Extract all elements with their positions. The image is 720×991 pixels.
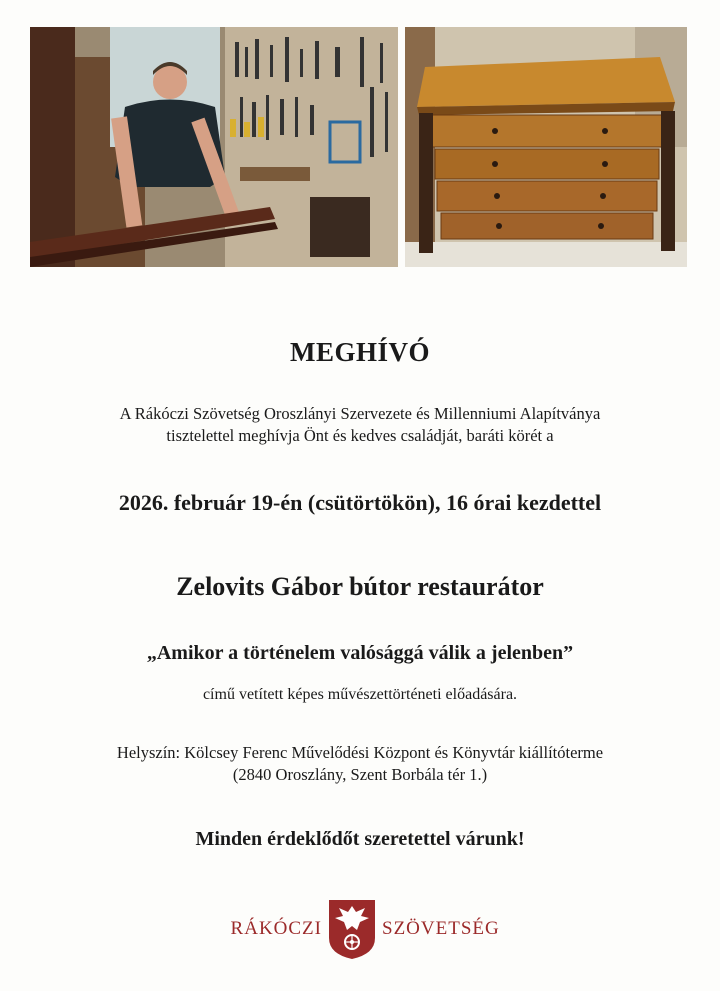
- logo-word-left: RÁKÓCZI: [230, 918, 322, 939]
- rakoczi-szovetseg-logo: [0, 898, 720, 960]
- invitation-title: MEGHÍVÓ: [289, 337, 430, 367]
- lecture-subtitle: című vetített képes művészettörténeti előadására.: [202, 686, 518, 703]
- eagle-crest-icon: [327, 898, 377, 960]
- intro-line-2: tisztelettel meghívja Önt és kedves családját, baráti körét a: [166, 426, 554, 445]
- venue-line-2: (2840 Oroszlány, Szent Borbála tér 1.): [232, 765, 488, 784]
- venue: [0, 742, 720, 786]
- invitation-intro: [0, 403, 720, 447]
- venue-line-1: Helyszín: Kölcsey Ferenc Művelődési Központ és Könyvtár kiállítóterme: [116, 743, 604, 762]
- restorer-photo: [30, 27, 398, 267]
- logo-word-right: SZÖVETSÉG: [382, 918, 500, 939]
- event-date: 2026. február 19-én (csütörtökön), 16 órai kezdettel: [118, 490, 602, 515]
- intro-line-1: A Rákóczi Szövetség Oroszlányi Szervezete és Millenniumi Alapítványa: [119, 404, 601, 423]
- welcome-message: Minden érdeklődőt szeretettel várunk!: [195, 828, 525, 850]
- chest-of-drawers-photo: [405, 27, 687, 267]
- speaker-name: Zelovits Gábor bútor restaurátor: [176, 572, 544, 601]
- lecture-title: „Amikor a történelem valósággá válik a jelenben”: [146, 642, 574, 664]
